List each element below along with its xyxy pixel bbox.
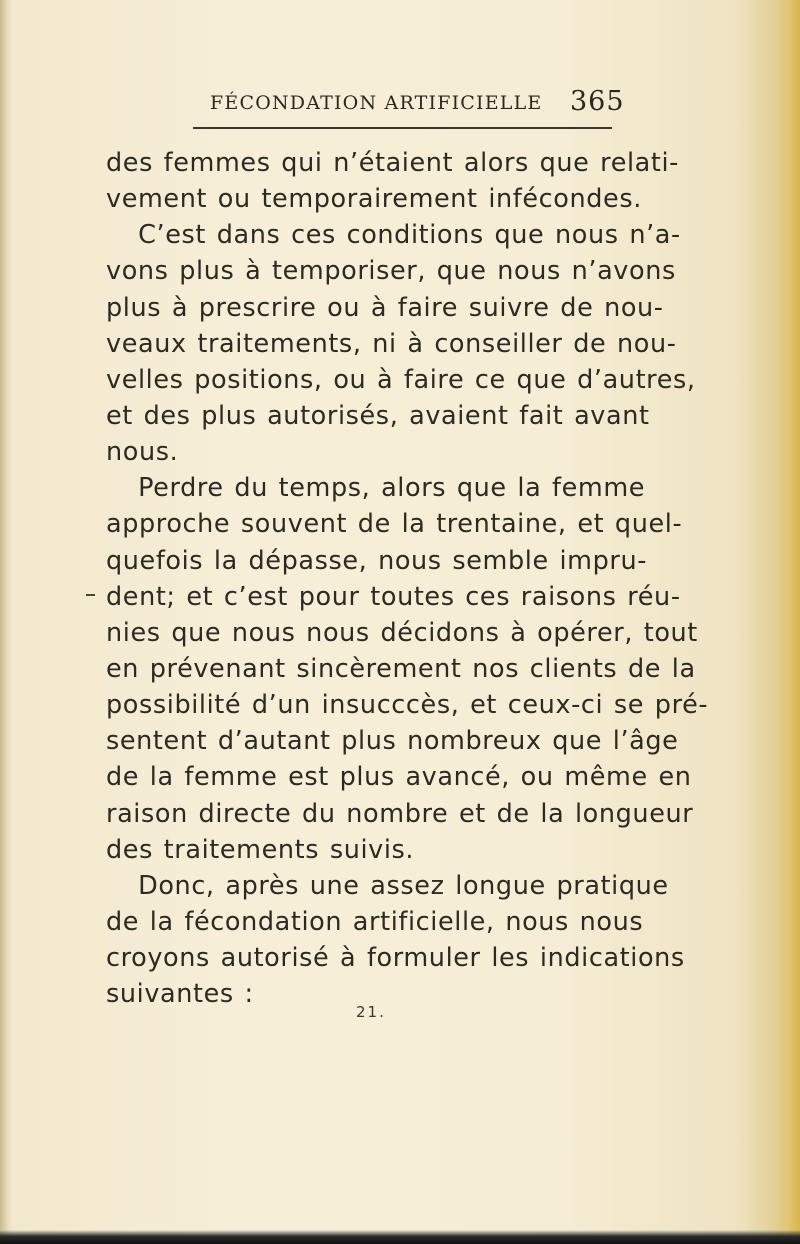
- text-line: sentent d’autant plus nombreux que l’âge: [106, 726, 679, 757]
- signature-mark: 21.: [356, 1003, 386, 1021]
- text-line: possibilité d’un insucccès, et ceux-ci se pré-: [106, 690, 709, 721]
- text-line: plus à prescrire ou à faire suivre de nou-: [106, 292, 664, 323]
- text-line: de la femme est plus avancé, ou même en: [106, 762, 692, 793]
- page-bottom-edge: [0, 1230, 800, 1244]
- text-line: raison directe du nombre et de la longueur: [106, 798, 694, 829]
- text-line: des femmes qui n’étaient alors que relati-: [106, 148, 679, 178]
- text-line: dent; et c’est pour toutes ces raisons réu-: [106, 581, 681, 612]
- text-line: velles positions, ou à faire ce que d’autres,: [106, 364, 696, 395]
- text-line: vement ou temporairement infécondes.: [106, 184, 642, 215]
- text-line: suivantes :: [106, 979, 254, 1010]
- text-line: nies que nous nous décidons à opérer, tout: [106, 617, 698, 648]
- body-text: [106, 145, 709, 1012]
- header-rule: [193, 127, 612, 129]
- text-line: vons plus à temporiser, que nous n’avons: [106, 256, 676, 287]
- page-left-edge: [0, 0, 12, 1244]
- text-line: approche souvent de la trentaine, et quel-: [106, 509, 683, 540]
- running-head: [210, 86, 630, 120]
- margin-mark: [86, 594, 95, 596]
- page-right-edge: [776, 0, 800, 1244]
- text-line: veaux traitements, ni à conseiller de nou-: [106, 328, 677, 359]
- text-line: de la fécondation artificielle, nous nous: [106, 906, 644, 937]
- text-line: en prévenant sincèrement nos clients de la: [106, 653, 696, 684]
- text-line: des traitements suivis.: [106, 834, 415, 865]
- text-line: croyons autorisé à formuler les indications: [106, 943, 685, 974]
- text-line: nous.: [106, 437, 179, 468]
- running-title: FÉCONDATION ARTIFICIELLE: [210, 92, 543, 114]
- text-line: Donc, après une assez longue pratique: [106, 870, 669, 901]
- page-number: 365: [570, 86, 625, 117]
- text-line: quefois la dépasse, nous semble impru-: [106, 545, 648, 576]
- text-line: Perdre du temps, alors que la femme: [106, 473, 646, 504]
- text-line: C’est dans ces conditions que nous n’a-: [106, 220, 681, 251]
- text-line: et des plus autorisés, avaient fait avant: [106, 400, 650, 431]
